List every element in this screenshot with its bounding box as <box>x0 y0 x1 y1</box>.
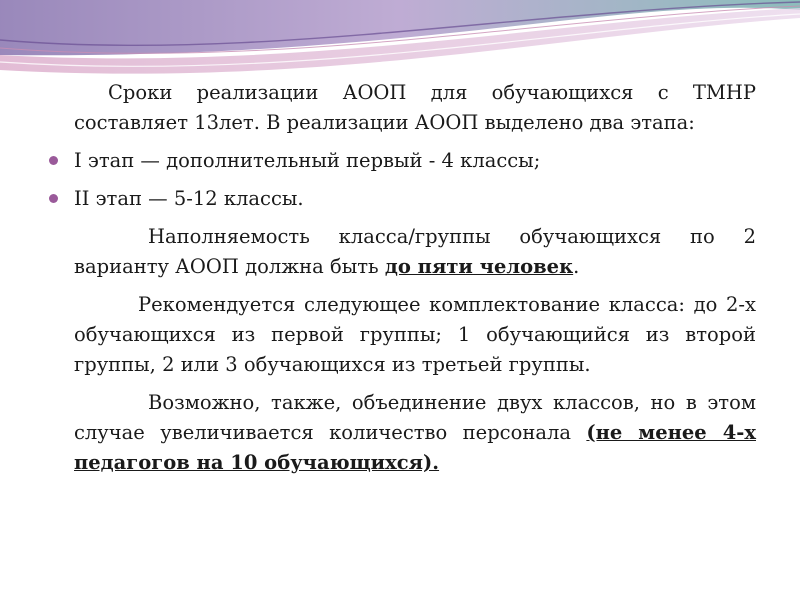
intro-paragraph <box>74 78 756 138</box>
recommendation-text: Рекомендуется следующее комплектование класса: до 2-х обучающихся из первой группы; 1 обучающийся из второй группы, 2 или 3 обучающихся из третьей группы. <box>74 293 756 376</box>
capacity-text: Наполняемость класса/группы обучающихся по 2 варианту АООП должна быть <box>74 225 756 278</box>
merge-paragraph <box>74 388 756 478</box>
bullet-item-stage-1 <box>74 146 756 176</box>
capacity-emphasis: до пяти человек <box>384 255 574 278</box>
bullet-text: II этап — 5-12 классы. <box>74 187 304 210</box>
merge-emphasis: (не менее 4-х педагогов на 10 обучающихся). <box>74 421 756 474</box>
bullet-dot-icon <box>49 194 58 203</box>
bullet-item-stage-2 <box>74 184 756 214</box>
bullet-text: I этап — дополнительный первый - 4 классы; <box>74 149 541 172</box>
header-swoosh-decoration <box>0 0 800 90</box>
recommendation-paragraph <box>74 290 756 380</box>
slide-body <box>74 78 756 486</box>
intro-text: Сроки реализации АООП для обучающихся с ТМНР составляет 13лет. В реализации АООП выделено два этапа: <box>74 81 756 134</box>
merge-text: Возможно, также, объединение двух классов, но в этом случае увеличивается количество персонала <box>74 391 756 444</box>
capacity-end: . <box>573 255 580 278</box>
capacity-paragraph <box>74 222 756 282</box>
bullet-dot-icon <box>49 156 58 165</box>
